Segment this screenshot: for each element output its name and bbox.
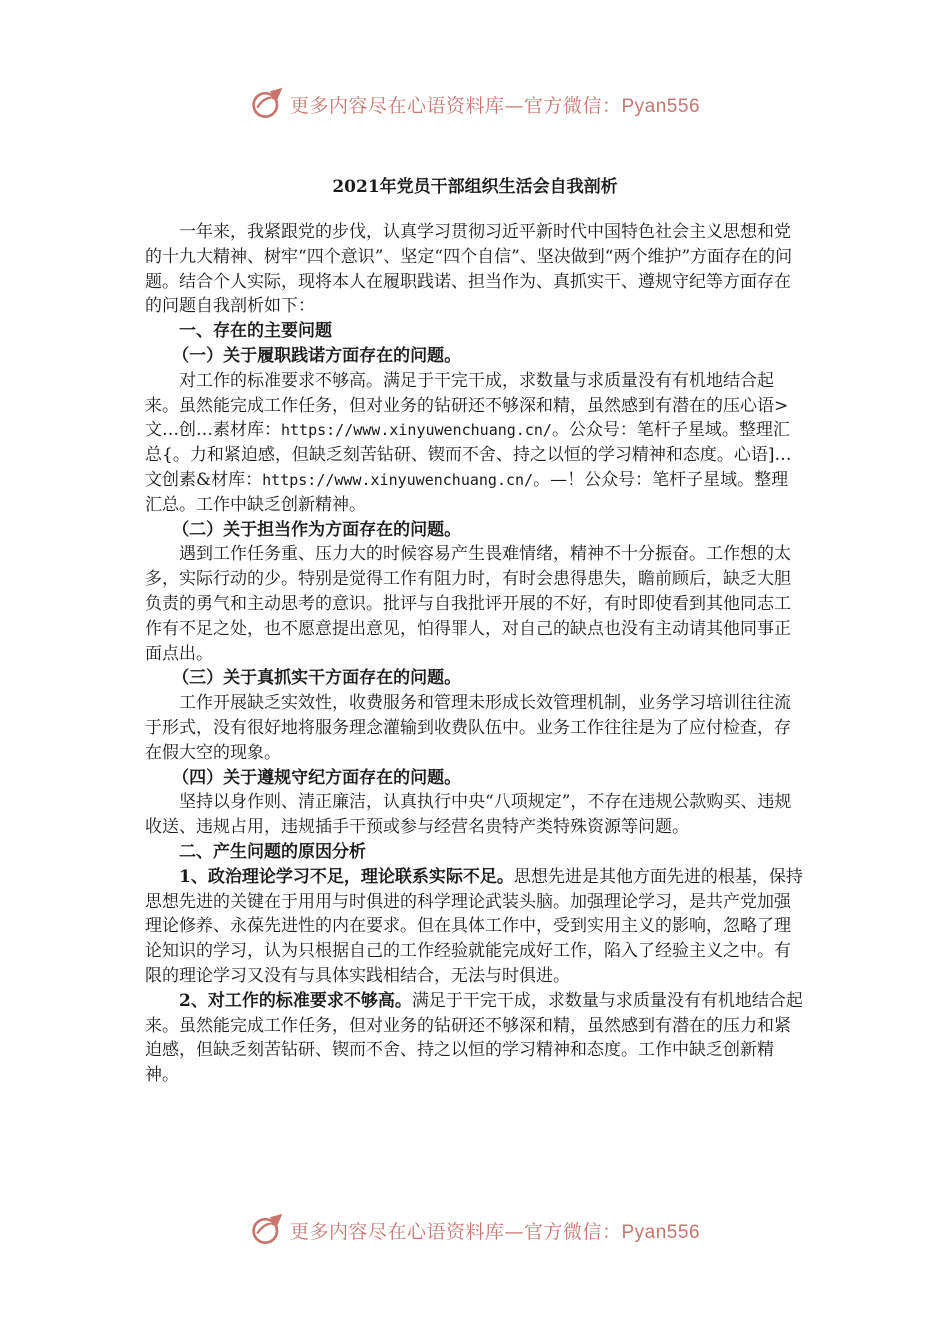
section-2-item-2-paragraph: 2、对工作的标准要求不够高。满足于干完干成，求数量与求质量没有有机地结合起来。虽然能完成工作任务，但对业务的钻研还不够深和精，虽然感到有潜在的压力和紧迫感，但缺乏刻苦钻研、锲而不舍、持之以恒的学习精神和态度。工作中缺乏创新精神。 [145,990,803,1086]
section-1-heading: 一、存在的主要问题 [179,321,332,342]
subsection-1-4-paragraph: 坚持以身作则、清正廉洁，认真执行中央“八项规定”，不存在违规公款购买、违规收送、违规占用，违规插手干预或参与经营名贵特产类特殊资源等问题。 [145,792,792,838]
banner-text: 更多内容尽在心语资料库—官方微信：Pyan556 [289,1220,701,1243]
subsection-1-1-paragraph: 对工作的标准要求不够高。满足于干完干成，求数量与求质量没有有机地结合起来。虽然能完成工作任务，但对业务的钻研还不够深和精，虽然感到有潜在的压心语>文…创…素材库：https://www.xinyuwenchuang.cn/。公众号：笔杆子星域。整理汇总{。力和紧迫感，但缺乏刻苦钻研、锲而不舍、持之以恒的学习精神和态度。心语]…文创素&材库：https://www.xinyuwenchuang.cn/。—！公众号：笔杆子星域。整理汇总。工作中缺乏创新精神。 [145,370,792,515]
brand-logo-icon [250,86,286,122]
subsection-1-3-heading: （三）关于真抓实干方面存在的问题。 [172,668,462,689]
subsection-1-3-paragraph: 工作开展缺乏实效性，收费服务和管理未形成长效管理机制，业务学习培训往往流于形式，没有很好地将服务理念灌输到收费队伍中。业务工作往往是为了应付检查，存在假大空的现象。 [145,693,791,763]
document-body [145,220,805,1088]
header-banner [0,82,950,126]
source-url: https://www.xinyuwenchuang.cn/ [281,421,552,440]
source-url: https://www.xinyuwenchuang.cn/ [262,470,534,489]
banner-text: 更多内容尽在心语资料库—官方微信：Pyan556 [289,94,701,117]
intro-paragraph: 一年来，我紧跟党的步伐，认真学习贯彻习近平新时代中国特色社会主义思想和党的十九大精神、树牢“四个意识”、坚定“四个自信”、坚决做到“两个维护”方面存在的问题。结合个人实际，现将本人在履职践诺、担当作为、真抓实干、遵规守纪等方面存在的问题自我剖析如下： [145,222,793,317]
subsection-1-2-heading: （二）关于担当作为方面存在的问题。 [172,519,462,540]
section-2-heading: 二、产生问题的原因分析 [179,841,366,862]
subsection-1-4-heading: （四）关于遵规守纪方面存在的问题。 [172,767,462,788]
section-2-item-1-paragraph: 1、政治理论学习不足，理论联系实际不足。思想先进是其他方面先进的根基，保持思想先进的关键在于用用与时俱进的科学理论武装头脑。加强理论学习，是共产党加强理论修养、永葆先进性的内在要求。但在具体工作中，受到实用主义的影响，忽略了理论知识的学习，认为只根据自己的工作经验就能完成好工作，陷入了经验主义之中。有限的理论学习又没有与具体实践相结合，无法与时俱进。 [145,866,803,986]
subsection-1-2-paragraph: 遇到工作任务重、压力大的时候容易产生畏难情绪，精神不十分振奋。工作想的太多，实际行动的少。特别是觉得工作有阻力时，有时会患得患失，瞻前顾后，缺乏大胆负责的勇气和主动思考的意识。批评与自我批评开展的不好，有时即使看到其他同志工作有不足之处，也不愿意提出意见，怕得罪人，对自己的缺点也没有主动请其他同事正面点出。 [145,544,791,664]
subsection-1-1-heading: （一）关于履职践诺方面存在的问题。 [172,345,462,366]
document-title: 2021年党员干部组织生活会自我剖析 [332,177,618,197]
footer-banner [0,1208,950,1252]
brand-logo-icon [250,1212,286,1248]
